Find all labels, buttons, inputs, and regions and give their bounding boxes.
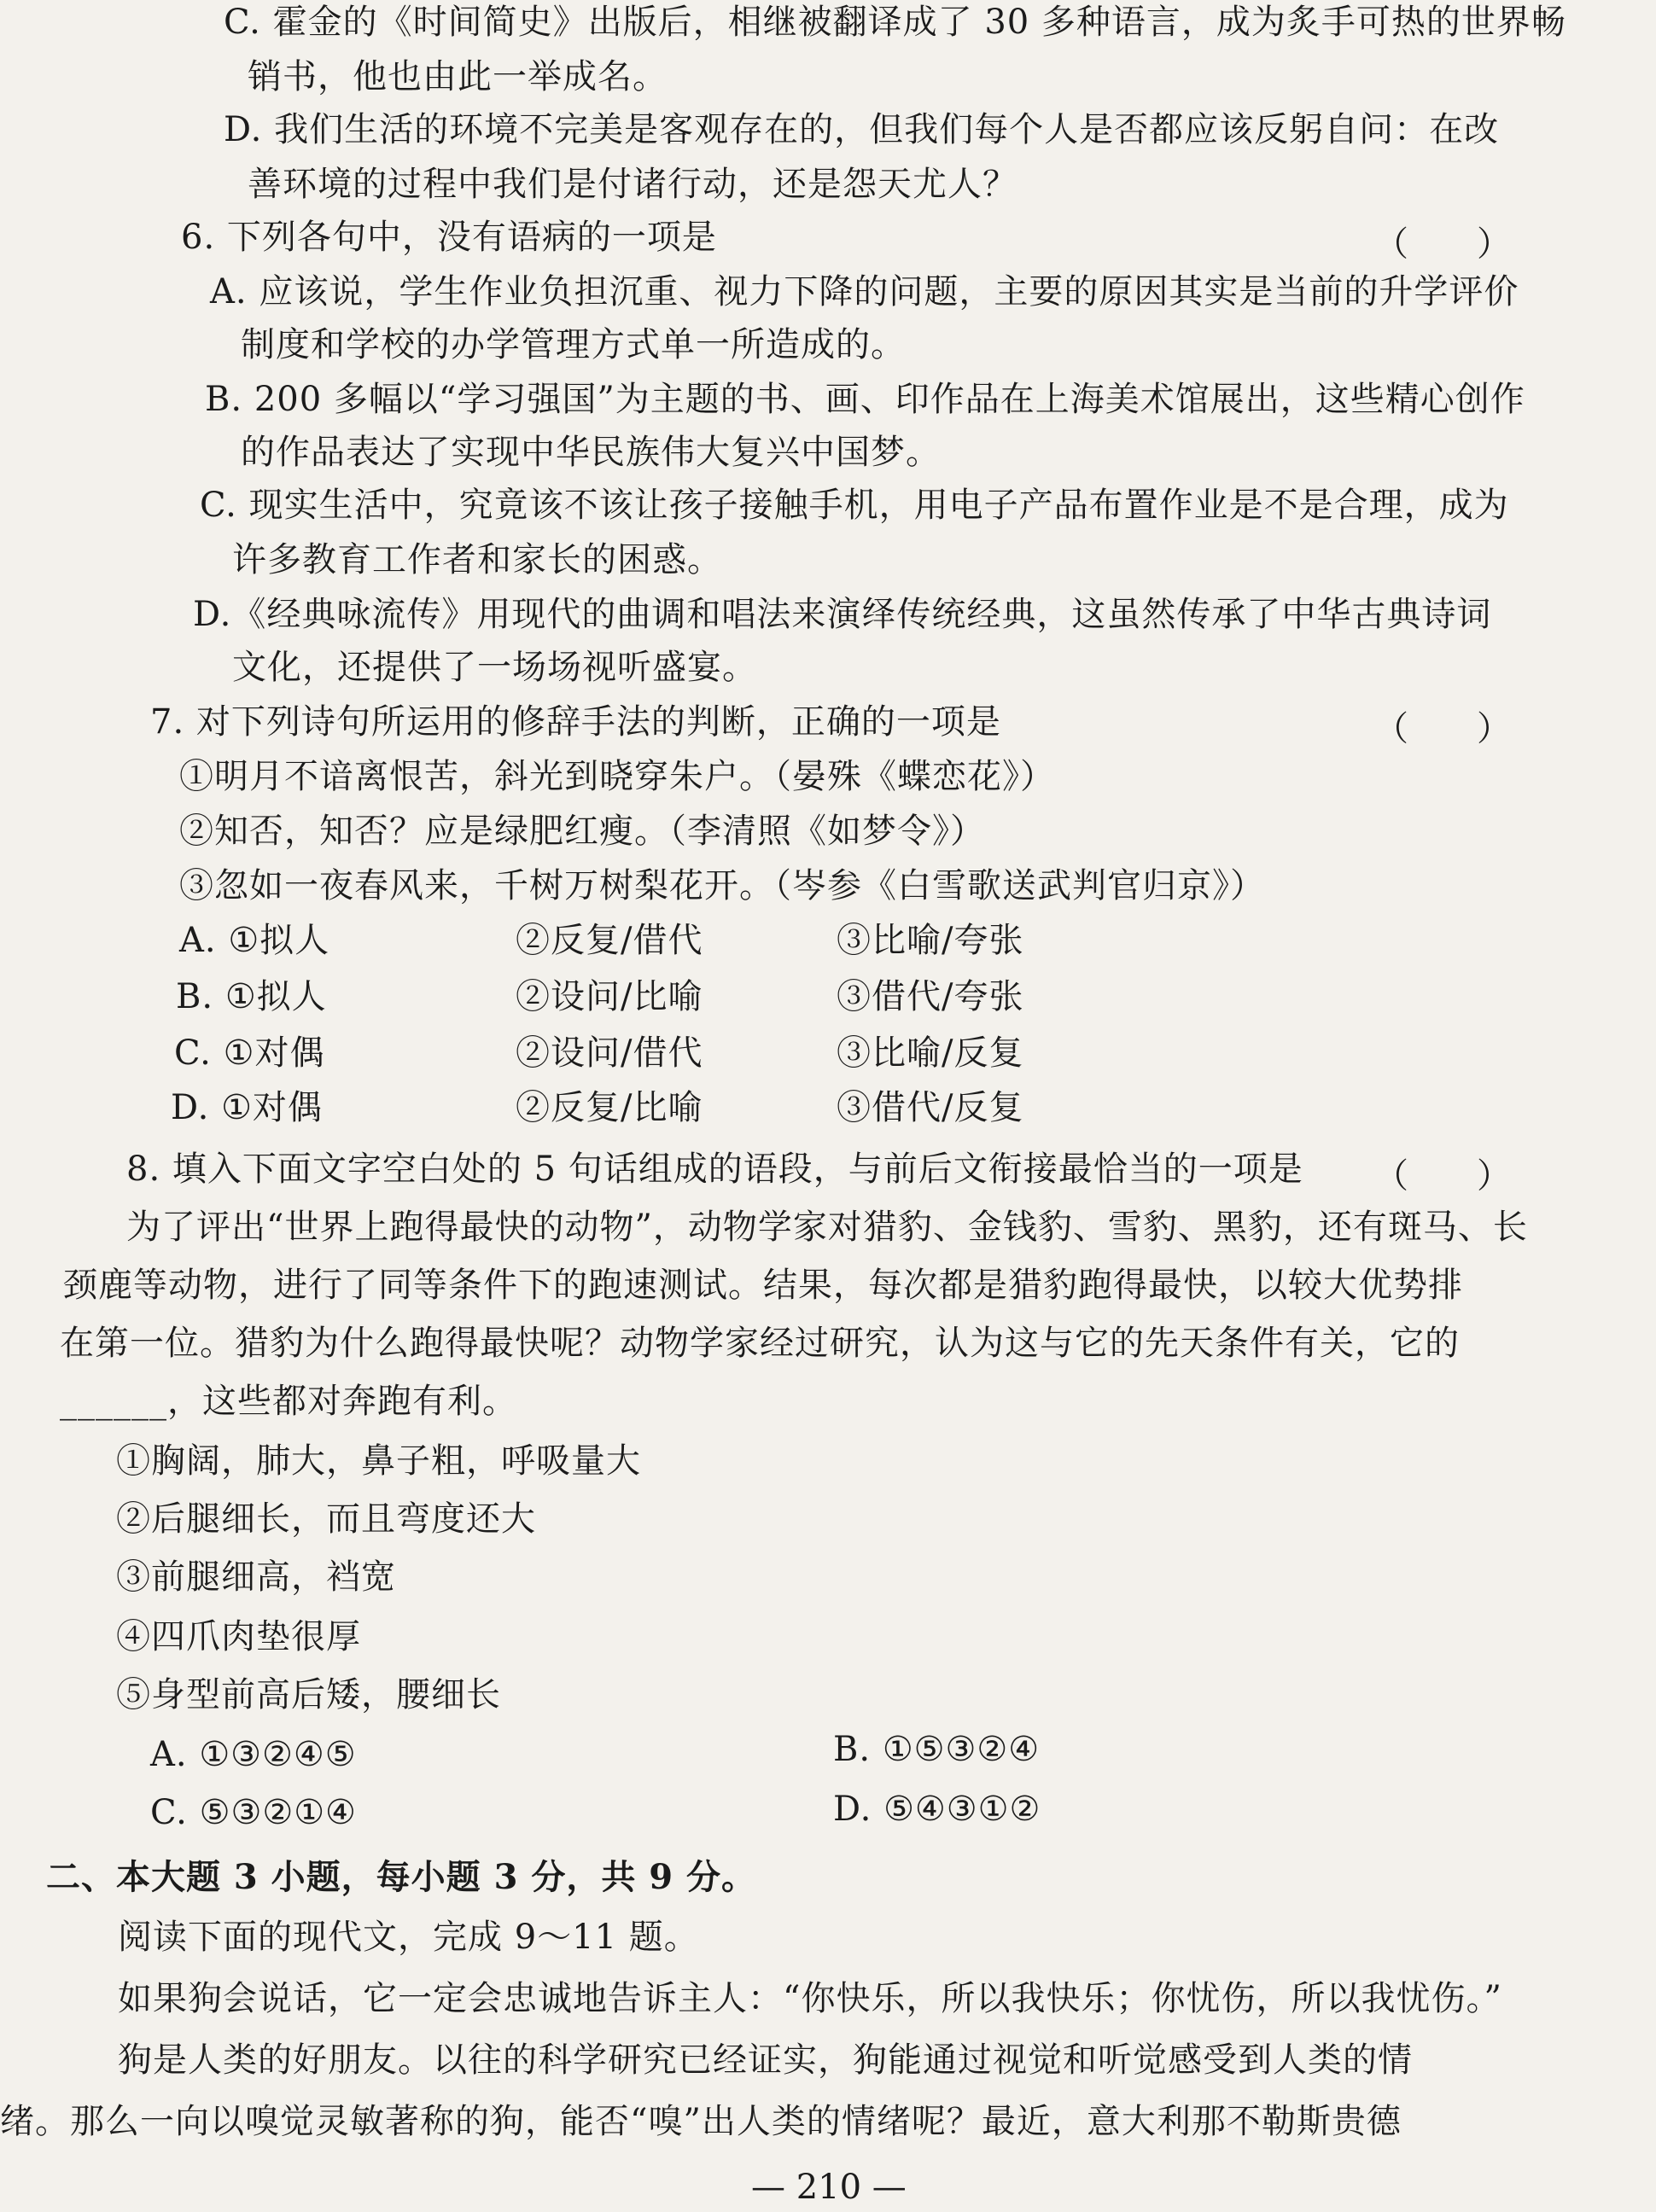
reading-passage-line3: 绪。那么一向以嗅觉灵敏著称的狗，能否“嗅”出人类的情绪呢？最近，意大利那不勒斯贵德 <box>0 2102 1402 2141</box>
q8-passage-line4: ______，这些都对奔跑有利。 <box>60 1382 517 1421</box>
q6-option-b-line1: B. 200 多幅以“学习强国”为主题的书、画、印作品在上海美术馆展出，这些精心创作 <box>205 380 1525 419</box>
q6-option-c-line2: 许多教育工作者和家长的困惑。 <box>232 540 722 579</box>
q7-option-c-col3: ③比喻/反复 <box>837 1033 1024 1073</box>
q6-answer-paren: （ ） <box>1374 224 1511 264</box>
q6-option-c-line1: C. 现实生活中，究竟该不该让孩子接触手机，用电子产品布置作业是不是合理，成为 <box>200 486 1509 525</box>
q6-stem: 6. 下列各句中，没有语病的一项是 <box>181 218 717 257</box>
q7-poem-3: ③忽如一夜春风来，千树万树梨花开。（岑参《白雪歌送武判官归京》） <box>179 866 1265 905</box>
q8-sentence-3: ③前腿细高，裆宽 <box>116 1557 396 1597</box>
q8-sentence-1: ①胸阔，肺大，鼻子粗，呼吸量大 <box>116 1441 641 1481</box>
q6-option-b-line2: 的作品表达了实现中华民族伟大复兴中国梦。 <box>241 433 941 472</box>
section-2-instruction: 阅读下面的现代文，完成 9～11 题。 <box>118 1918 699 1957</box>
q5-option-d-line1: D. 我们生活的环境不完美是客观存在的，但我们每个人是否都应该反躬自问：在改 <box>224 110 1500 149</box>
q7-option-b-col3: ③借代/夸张 <box>837 977 1024 1016</box>
q6-option-d-line1: D.《经典咏流传》用现代的曲调和唱法来演绎传统经典，这虽然传承了中华古典诗词 <box>193 595 1492 634</box>
q7-option-c-col1: C. ①对偶 <box>174 1033 325 1073</box>
q8-answer-paren: （ ） <box>1374 1156 1511 1196</box>
q7-option-b-col1: B. ①拟人 <box>176 977 327 1016</box>
q6-option-a-line1: A. 应该说，学生作业负担沉重、视力下降的问题，主要的原因其实是当前的升学评价 <box>210 272 1519 311</box>
q7-option-a-col3: ③比喻/夸张 <box>837 921 1024 960</box>
q6-option-d-line2: 文化，还提供了一场场视听盛宴。 <box>232 648 757 687</box>
q7-option-c-col2: ②设问/借代 <box>516 1033 703 1073</box>
q8-passage-line1: 为了评出“世界上跑得最快的动物”，动物学家对猎豹、金钱豹、雪豹、黑豹，还有斑马、长 <box>126 1208 1528 1247</box>
q7-poem-2: ②知否，知否？应是绿肥红瘦。（李清照《如梦令》） <box>179 812 985 851</box>
q7-option-a-col2: ②反复/借代 <box>516 921 703 960</box>
q8-passage-line2: 颈鹿等动物，进行了同等条件下的跑速测试。结果，每次都是猎豹跑得最快，以较大优势排 <box>63 1266 1463 1305</box>
q7-option-d-col1: D. ①对偶 <box>171 1088 323 1127</box>
q7-option-d-col2: ②反复/比喻 <box>516 1088 703 1127</box>
page-number: — 210 — <box>751 2168 907 2207</box>
section-2-heading: 二、本大题 3 小题，每小题 3 分，共 9 分。 <box>46 1857 757 1897</box>
q8-sentence-5: ⑤身型前高后矮，腰细长 <box>116 1675 501 1714</box>
reading-passage-line2: 狗是人类的好朋友。以往的科学研究已经证实，狗能通过视觉和听觉感受到人类的情 <box>118 2040 1413 2080</box>
q5-option-d-line2: 善环境的过程中我们是付诸行动，还是怨天尤人？ <box>248 165 1018 204</box>
q8-option-b: B. ①⑤③②④ <box>833 1730 1041 1769</box>
q6-option-a-line2: 制度和学校的办学管理方式单一所造成的。 <box>241 325 906 364</box>
q8-option-d: D. ⑤④③①② <box>833 1790 1041 1829</box>
q8-passage-line3: 在第一位。猎豹为什么跑得最快呢？动物学家经过研究，认为这与它的先天条件有关，它的 <box>60 1324 1460 1363</box>
reading-passage-line1: 如果狗会说话，它一定会忠诚地告诉主人：“你快乐，所以我快乐；你忧伤，所以我忧伤。” <box>118 1979 1502 2018</box>
q7-option-d-col3: ③借代/反复 <box>837 1088 1024 1127</box>
q5-option-c-line2: 销书，他也由此一举成名。 <box>248 57 668 96</box>
q7-option-b-col2: ②设问/比喻 <box>516 977 703 1016</box>
q8-sentence-4: ④四爪肉垫很厚 <box>116 1617 361 1656</box>
q8-option-a: A. ①③②④⑤ <box>150 1735 357 1774</box>
q7-answer-paren: （ ） <box>1374 709 1511 748</box>
q7-option-a-col1: A. ①拟人 <box>179 921 330 960</box>
q8-option-c: C. ⑤③②①④ <box>150 1793 357 1832</box>
q5-option-c-line1: C. 霍金的《时间简史》出版后，相继被翻译成了 30 多种语言，成为炙手可热的世界畅 <box>224 3 1566 42</box>
q8-sentence-2: ②后腿细长，而且弯度还大 <box>116 1499 536 1539</box>
q7-poem-1: ①明月不谙离恨苦，斜光到晓穿朱户。（晏殊《蝶恋花》） <box>179 757 1055 796</box>
q7-stem: 7. 对下列诗句所运用的修辞手法的判断，正确的一项是 <box>150 702 1001 742</box>
q8-stem: 8. 填入下面文字空白处的 5 句话组成的语段，与前后文衔接最恰当的一项是 <box>126 1150 1303 1189</box>
